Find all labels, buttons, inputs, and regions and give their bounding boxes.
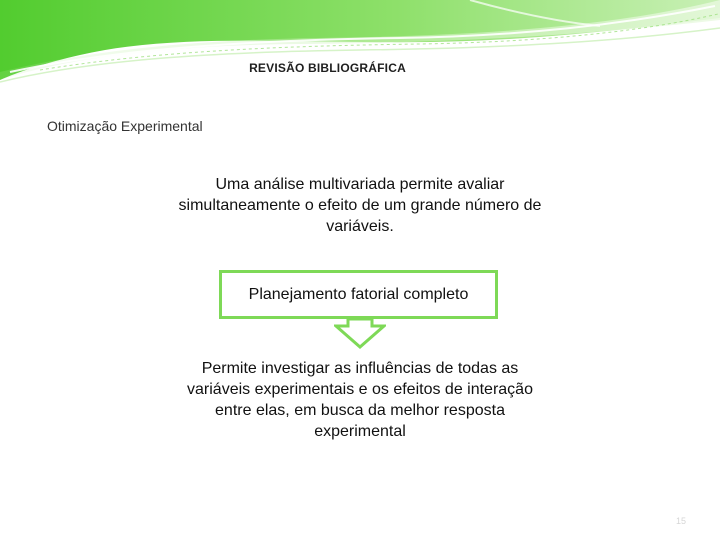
flow-box-label: Planejamento fatorial completo (248, 285, 469, 303)
flow-box (219, 270, 498, 319)
result-paragraph: Permite investigar as influências de todas as variáveis experimentais e os efeitos de interação entre elas, em busca da melhor resposta experimental (187, 360, 533, 440)
intro-paragraph: Uma análise multivariada permite avaliar simultaneamente o efeito de um grande número de variáveis. (178, 176, 542, 235)
slide-subtitle: Otimização Experimental (47, 118, 203, 134)
header-green-swoosh (0, 0, 720, 90)
down-arrow-icon (334, 317, 386, 349)
slide-number: 15 (675, 516, 686, 526)
section-title: REVISÃO BIBLIOGRÁFICA (249, 61, 406, 75)
